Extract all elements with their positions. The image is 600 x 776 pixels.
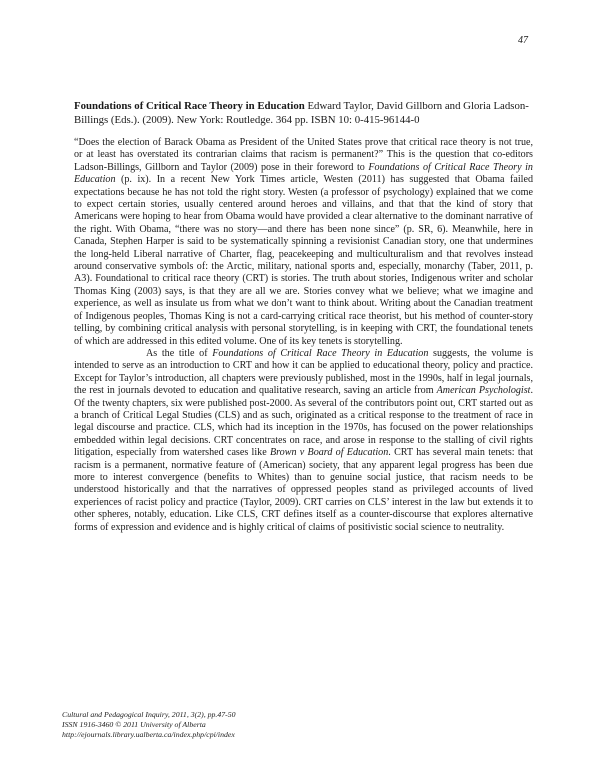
paragraph-2-text-b: suggests, the volume is intended to serve as an introduction to CRT and how it can be applied to educational theory, policy and practice. Except for Taylor’s introduction, all chapters were previously published, most in the 1990s, half in legal journals, the rest in journals devoted to education and qualitative research, saving an article from xyxy=(74,347,533,397)
paragraph-2-case-title: Brown v Board of Education xyxy=(269,447,389,459)
paragraph-2-text-a: As the title of xyxy=(146,347,213,359)
book-title: Foundations of Critical Race Theory in Education xyxy=(74,100,305,112)
paragraph-2-text-c: . Of the twenty chapters, six were published post-2000. As several of the contributors point out, CRT started out as a branch of Critical Legal Studies (CLS) and as such, originated as a critical response to the treatment of race in legal discourse and practice. CLS, which had its inception in the 1970s, has focused on the power relationships embedded within legal decisions. CRT concentrates on race, and arose in response to the stalling of civil rights litigation, especially from watershed cases like xyxy=(74,385,533,459)
book-citation: Edward Taylor, David Gillborn and Gloria Ladson-Billings (Eds.). (2009). New York: Routledge. 364 pp. ISBN 10: 0-415-96144-0 xyxy=(74,100,529,126)
paragraph-1-text-a: “Does the election of Barack Obama as President of the United States prove that critical race theory is not true, or at least has overstated its contrarian claims that racism is permanent?” This is the question that co-editors Ladson-Billings, Gillborn and Taylor (2009) pose in their foreword to xyxy=(74,137,533,173)
review-body xyxy=(74,137,533,534)
paragraph-1 xyxy=(74,137,533,348)
page-number: 47 xyxy=(518,35,528,46)
review-heading xyxy=(74,99,534,127)
paragraph-1-text-b: (p. ix). In a recent New York Times article, Westen (2011) has suggested that Obama failed expectations because he has not told the right story. Westen (a professor of psychology) explained that we come to expect certain stories, usually centered around heroes and villains, and that that the kind of story that Americans were hoping to hear from Obama would have provided a clear alternative to the dominant narrative of the right. With Obama, “there was no story—and there has been none since” (p. SR, 6). Meanwhile, here in Canada, Stephen Harper is said to be systematically spinning a revisionist Canadian story, one that undermines the long-held Liberal narrative of Charter, flag, peacekeeping and multiculturalism and that revolves instead around conservative symbols of: the Arctic, military, national sports and, especially, monarchy (Taber, 2011, p. A3). Foundational to critical race theory (CRT) is stories. The truth about stories, Indigenous writer and scholar Thomas King (2003) says, is that they are all we are. Stories convey what we believe; what we imagine and experience, as well as insulate us from what we don’t want to think about. Writing about the Canadian treatment of Indigenous peoples, Thomas King is not a card-carrying critical race theorist, but his method of counter-story telling, by combining critical analysis with personal storytelling, is in keeping with CRT, the foundational tenets of which are addressed in this edited volume. One of its key tenets is storytelling. xyxy=(74,174,533,347)
footer-url-line: http://ejournals.library.ualberta.ca/index.php/cpi/index xyxy=(62,730,235,739)
footer-journal-line: Cultural and Pedagogical Inquiry, 2011, 3(2), pp.47-50 xyxy=(62,710,236,719)
paragraph-2 xyxy=(74,348,533,534)
journal-footer xyxy=(62,710,236,740)
paragraph-2-book-title: Foundations of Critical Race Theory in Education xyxy=(212,347,429,359)
paragraph-2-journal-title: American Psychologist xyxy=(436,385,531,397)
paragraph-2-text-d: . CRT has several main tenets: that racism is a permanent, normative feature of (American) society, that any apparent legal progress has been due more to interest convergence (benefits to Whites) than to genuine social justice, that racism needs to be understood historically and that the narratives of oppressed peoples stand as privileged accounts of lived experiences of racist policy and practice (Taylor, 2009). CRT carries on CLS’ interest in the law but extends it to other spheres, notably, education. Like CLS, CRT defines itself as a counter-discourse that explores alternative forms of expression and evidence and is highly critical of claims of positivistic social science to neutrality. xyxy=(74,447,533,533)
paragraph-1-book-title: Foundations of Critical Race Theory in Education xyxy=(74,161,533,186)
footer-issn-line: ISSN 1916-3460 © 2011 University of Alberta xyxy=(62,720,206,729)
